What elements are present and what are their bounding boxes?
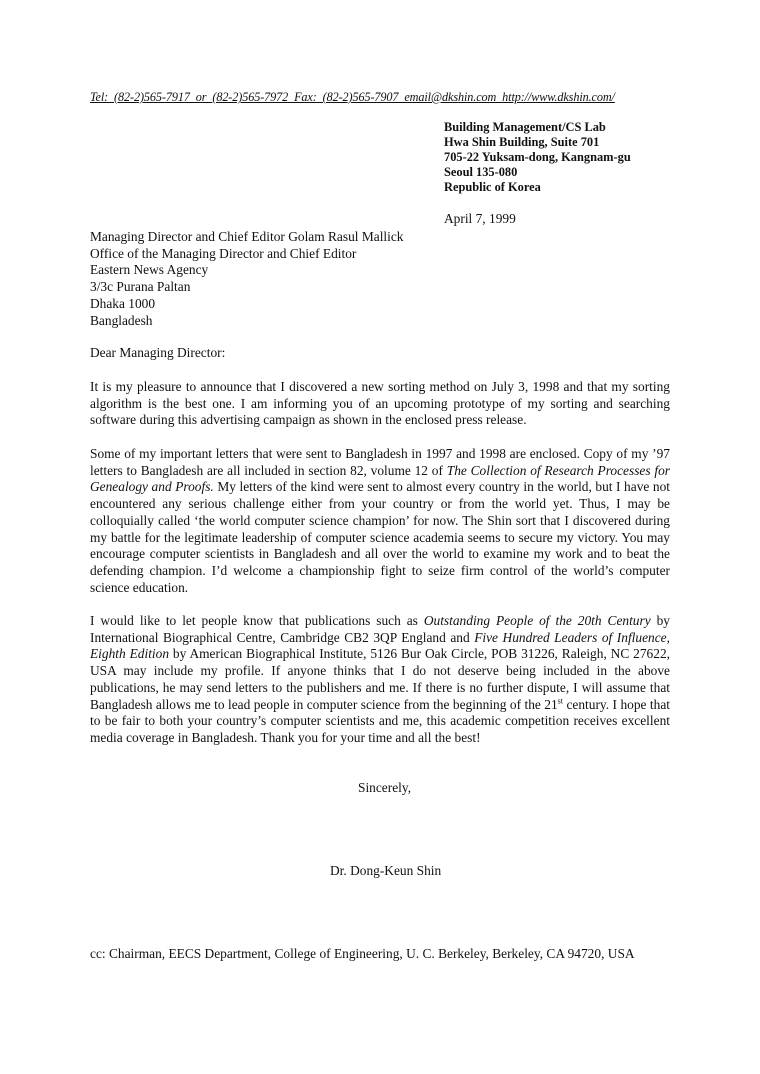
recipient-address-line: Office of the Managing Director and Chief Editor <box>90 245 357 261</box>
sender-address-line: 705-22 Yuksam-dong, Kangnam-gu <box>444 150 631 164</box>
edition-title: Eighth Edition <box>90 646 170 662</box>
paragraph-text: by American Biographical Institute, 5126 Bur Oak Circle, POB 31226, Raleigh, NC 27622, USA may include my profile. If anyone thinks that I do not deserve being included in the above publications, he may send letters to the publishers and me. If there is no further dispute, I will assume that Bangladesh allows me to lead people in computer science from the beginning of the 21 <box>90 646 670 712</box>
paragraph-text: I would like to let people know that publications such as <box>90 613 424 628</box>
ordinal-suffix: st <box>557 696 564 706</box>
paragraph-text: , <box>666 629 670 645</box>
paragraph-text: Some of my important letters that were sent to Bangladesh in 1997 and 1998 are enclosed. Copy of my ’97 letters to Bangladesh are all included in section 82, volume 12 of <box>90 446 670 478</box>
sender-address-line: Seoul 135-080 <box>444 165 518 179</box>
recipient-address-line: 3/3c Purana Paltan <box>90 279 191 295</box>
recipient-address-line: Bangladesh <box>90 312 153 328</box>
letterhead-contact-line: Tel: (82-2)565-7917 or (82-2)565-7972 Fax: (82-2)565-7907 email@dkshin.com http://www.dkshin.com/ <box>90 90 615 104</box>
recipient-address-line: Eastern News Agency <box>90 262 209 278</box>
publication-title: Outstanding People of the 20th Century <box>423 613 651 628</box>
body-paragraph-2 <box>90 446 670 596</box>
recipient-address <box>90 229 404 329</box>
paragraph-text: My letters of the kind were sent to almost every country in the world, but I have not encountered any serious challenge either from your country or from the world yet. Thus, I may be colloquially called ‘the world computer science champion’ for now. The Shin sort that I discovered during my battle for the legitimate leadership of computer science academia seems to secure my victory. You may encourage computer scientists in Bangladesh and all over the world to examine my work and to beat the defending champion. I’d welcome a championship fight to seize firm control of the world’s computer science education. <box>90 479 670 595</box>
sender-address-line: Building Management/CS Lab <box>444 120 606 134</box>
sender-address-line: Hwa Shin Building, Suite 701 <box>444 135 600 149</box>
sender-address-line: Republic of Korea <box>444 180 541 194</box>
recipient-address-line: Dhaka 1000 <box>90 295 156 311</box>
letter-date: April 7, 1999 <box>444 211 516 226</box>
cc-line: cc: Chairman, EECS Department, College of Engineering, U. C. Berkeley, Berkeley, CA 94720, USA <box>90 946 635 961</box>
paragraph-text: by International Biographical Centre, Cambridge CB2 3QP England and <box>90 613 670 645</box>
recipient-address-line: Managing Director and Chief Editor Golam Rasul Mallick <box>90 229 404 244</box>
signature-name: Dr. Dong-Keun Shin <box>330 863 442 878</box>
closing: Sincerely, <box>358 780 412 795</box>
publication-title: Five Hundred Leaders of Influence <box>474 629 667 645</box>
body-paragraph-3 <box>90 613 670 747</box>
body-paragraph-1: It is my pleasure to announce that I discovered a new sorting method on July 3, 1998 and that my sorting algorithm is the best one. I am informing you of an upcoming prototype of my sorting and searching software during this advertising campaign as shown in the enclosed press release. <box>90 379 670 428</box>
sender-address <box>444 120 631 195</box>
salutation: Dear Managing Director: <box>90 345 226 360</box>
book-title: The Collection of Research Processes for Genealogy and Proofs. <box>90 462 670 495</box>
paragraph-text: century. I hope that to be fair to both your country’s computer scientists and me, this academic competition receives excellent media coverage in Bangladesh. Thank you for your time and all the best! <box>90 696 670 745</box>
